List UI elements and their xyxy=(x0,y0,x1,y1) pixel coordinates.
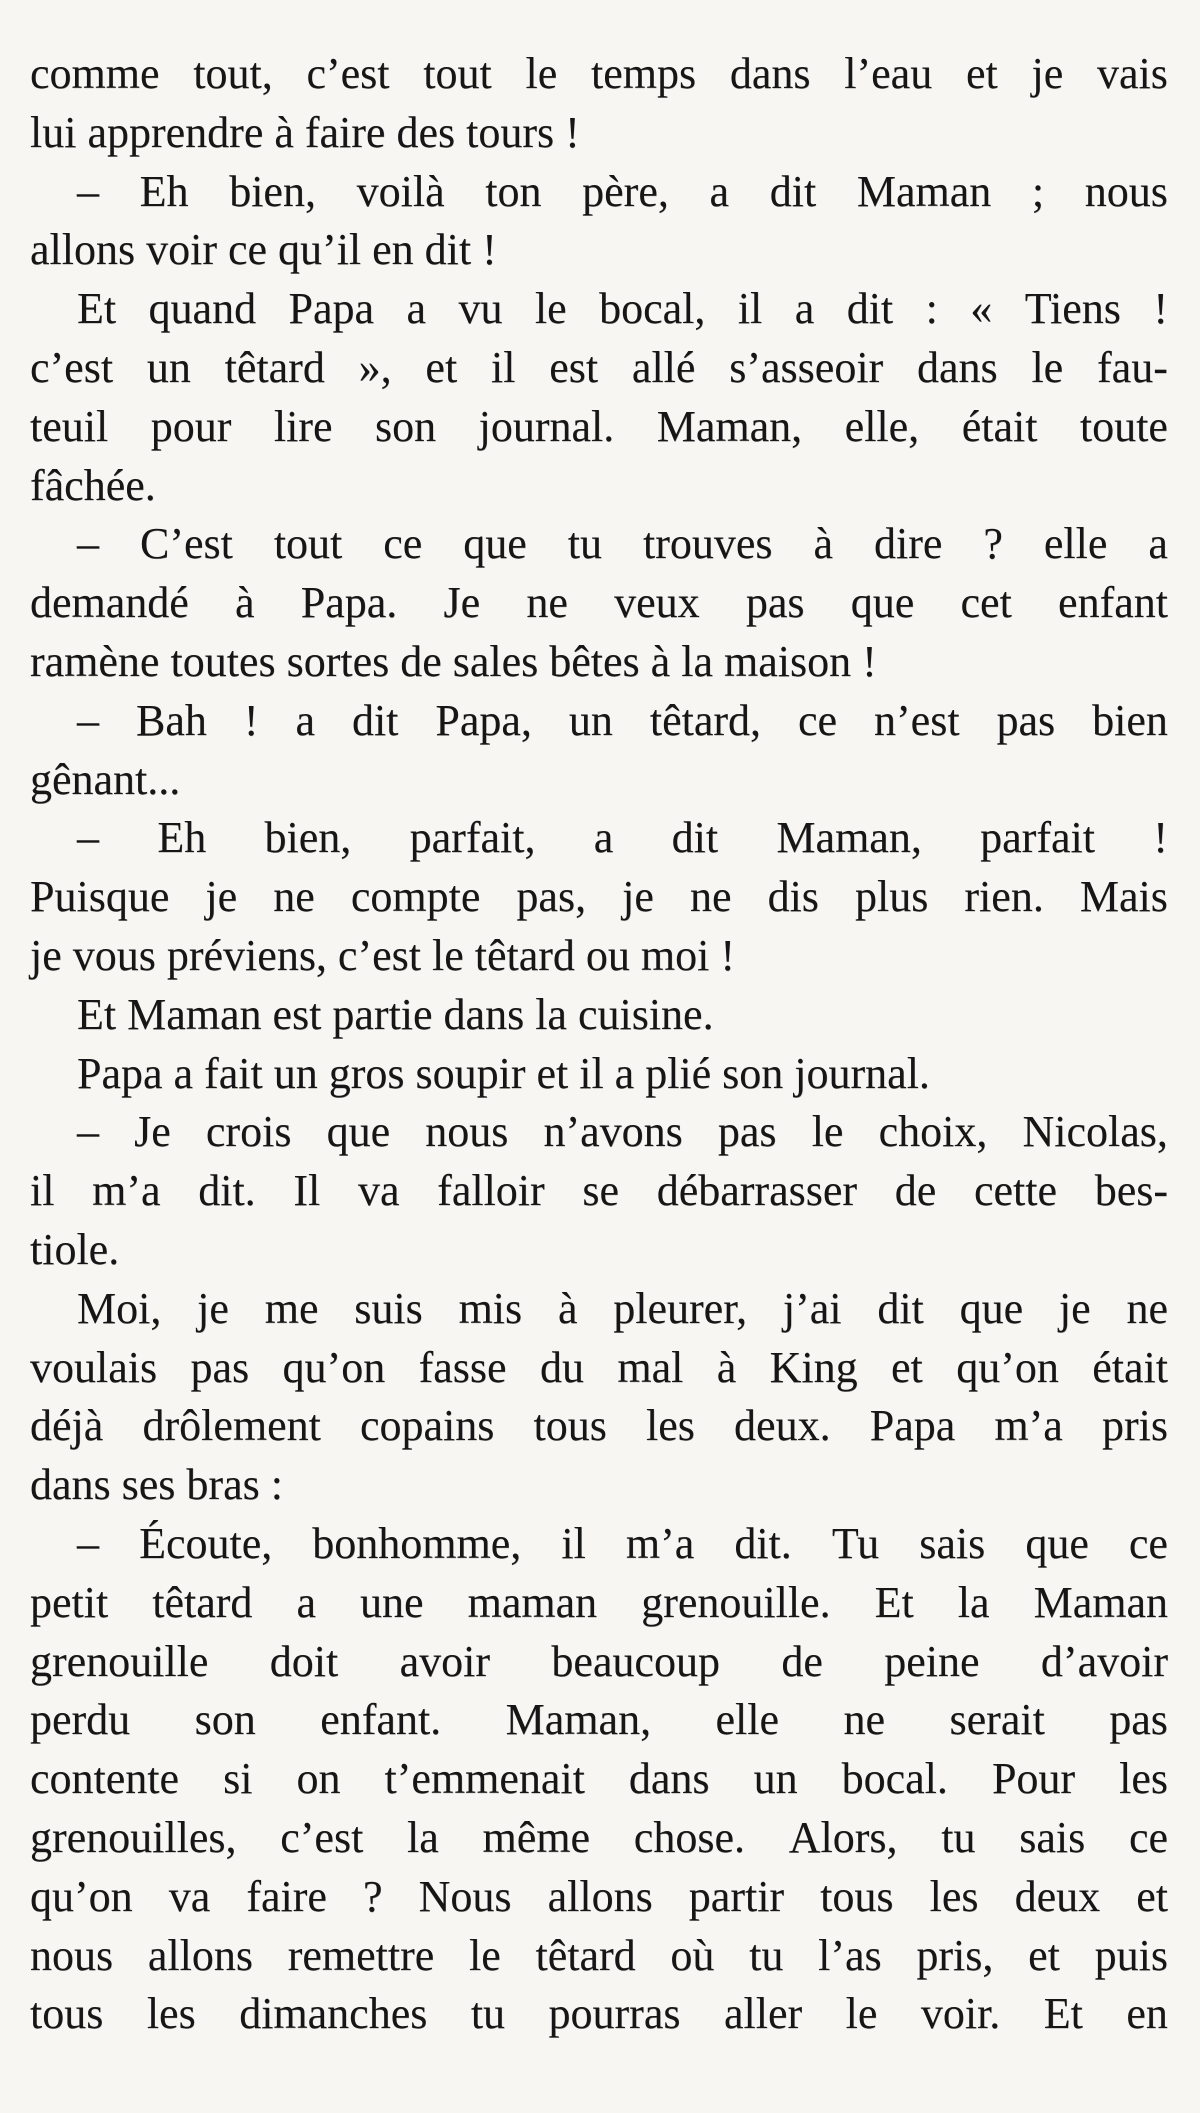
word: pas xyxy=(717,1107,777,1157)
word: enfant xyxy=(1058,578,1168,628)
word: suis xyxy=(354,1283,423,1333)
word: tout xyxy=(423,49,492,98)
word: tu xyxy=(941,1812,976,1862)
word: ne xyxy=(689,872,732,922)
word: deux. xyxy=(734,1401,831,1451)
word: Papa xyxy=(869,1401,956,1451)
text-line xyxy=(30,1339,1168,1398)
word: que xyxy=(1025,1518,1089,1568)
word: le xyxy=(1031,342,1064,392)
word: partir xyxy=(688,1871,785,1921)
word: je xyxy=(622,872,654,922)
word: temps xyxy=(591,49,697,98)
word: tout xyxy=(273,519,343,569)
word: l’as xyxy=(818,1930,882,1980)
word: vais xyxy=(1096,49,1168,98)
paragraph xyxy=(30,1515,1168,2044)
word: ! xyxy=(1153,813,1168,863)
word: les xyxy=(146,1989,196,2039)
word: fasse xyxy=(418,1342,507,1392)
word: le xyxy=(845,1989,878,2039)
word: pas xyxy=(1109,1695,1168,1745)
word: sais xyxy=(919,1518,986,1568)
word: il xyxy=(30,1166,55,1216)
word: grenouille. xyxy=(641,1577,831,1627)
word: doit xyxy=(269,1636,339,1686)
word: il xyxy=(737,284,763,334)
word: elle, xyxy=(844,401,920,451)
text-line xyxy=(30,1868,1168,1927)
word: Pour xyxy=(991,1754,1076,1804)
word: allé xyxy=(631,342,696,392)
word: vu xyxy=(458,284,503,334)
text-line: fâchée. xyxy=(30,460,156,510)
word: Bah xyxy=(135,695,207,745)
word: parfait xyxy=(980,813,1095,863)
word: puis xyxy=(1094,1930,1168,1980)
word: têtard xyxy=(152,1577,253,1627)
text-line: je vous préviens, c’est le têtard ou moi ! xyxy=(30,930,736,980)
word: toute xyxy=(1079,401,1168,451)
word: dans xyxy=(729,49,811,98)
word: débarrasser xyxy=(656,1166,858,1216)
word: deux xyxy=(1014,1871,1101,1921)
word: dit xyxy=(846,284,894,334)
word: fau- xyxy=(1097,342,1168,392)
word: m’a xyxy=(625,1518,695,1568)
word: qu’on xyxy=(282,1342,386,1392)
paragraph xyxy=(30,1103,1168,1279)
word: comme xyxy=(30,49,160,98)
word: têtard, xyxy=(649,695,762,745)
word: ce xyxy=(797,695,838,745)
word: un xyxy=(568,695,613,745)
word: et xyxy=(425,342,458,392)
word: ce xyxy=(1128,1518,1168,1568)
word: – xyxy=(77,1107,99,1157)
word: a xyxy=(296,1577,316,1627)
word: ce xyxy=(383,519,423,569)
word: a xyxy=(794,284,815,334)
word: grenouilles, xyxy=(30,1812,237,1862)
word: m’a xyxy=(92,1166,161,1216)
paragraph xyxy=(30,1280,1168,1515)
word: tu xyxy=(470,1989,506,2039)
word: Moi, xyxy=(77,1283,162,1333)
word: pas xyxy=(745,578,805,628)
text-line xyxy=(30,809,1168,868)
word: serait xyxy=(949,1695,1045,1745)
word: se xyxy=(582,1166,620,1216)
text-line: gênant... xyxy=(30,754,181,804)
word: qu’on xyxy=(956,1342,1059,1392)
word: les xyxy=(929,1871,979,1921)
word: – xyxy=(77,1518,99,1568)
text-line xyxy=(30,1162,1168,1221)
word: quand xyxy=(148,284,257,334)
word: je xyxy=(1031,49,1064,98)
word: remettre xyxy=(287,1930,435,1980)
word: Alors, xyxy=(788,1812,898,1862)
word: du xyxy=(539,1342,584,1392)
paragraph xyxy=(30,515,1168,691)
word: rien. xyxy=(964,872,1044,922)
text-line: dans ses bras : xyxy=(30,1460,283,1510)
word: journal. xyxy=(478,401,615,451)
word: va xyxy=(357,1166,400,1216)
paragraph xyxy=(30,692,1168,810)
text-line xyxy=(30,398,1168,457)
word: pour xyxy=(150,401,232,451)
word: Tu xyxy=(831,1518,880,1568)
word: Puisque xyxy=(30,872,170,922)
word: peine xyxy=(884,1636,980,1686)
word: et xyxy=(891,1342,923,1392)
word: à xyxy=(813,519,834,569)
word: veux xyxy=(614,578,700,628)
word: Et xyxy=(874,1577,914,1627)
word: le xyxy=(469,1930,501,1980)
word: tous xyxy=(533,1401,607,1451)
word: contente xyxy=(30,1754,180,1804)
word: si xyxy=(223,1754,253,1804)
word: avoir xyxy=(399,1636,490,1686)
word: à xyxy=(557,1283,578,1333)
word: la xyxy=(957,1577,990,1627)
word: dit xyxy=(351,695,399,745)
word: voulais xyxy=(30,1342,158,1392)
word: a xyxy=(406,284,427,334)
word: Mais xyxy=(1079,872,1168,922)
word: pas xyxy=(996,695,1056,745)
word: père, xyxy=(582,166,669,216)
text-line xyxy=(30,868,1168,927)
word: ne xyxy=(273,872,315,922)
word: Il xyxy=(293,1166,321,1216)
text-line xyxy=(30,45,1168,104)
word: maman xyxy=(467,1577,598,1627)
word: – xyxy=(77,166,99,216)
text-line: allons voir ce qu’il en dit ! xyxy=(30,225,497,275)
word: en xyxy=(1126,1989,1168,2039)
word: », xyxy=(358,342,392,392)
text-line xyxy=(30,1280,1168,1339)
word: son xyxy=(194,1695,256,1745)
word: pourras xyxy=(548,1989,681,2039)
paragraph xyxy=(30,163,1168,281)
word: chose. xyxy=(633,1812,745,1862)
word: nous xyxy=(425,1107,509,1157)
text-line xyxy=(30,1574,1168,1633)
word: elle xyxy=(1043,519,1108,569)
text-line xyxy=(30,574,1168,633)
word: Et xyxy=(1043,1989,1083,2039)
word: Nous xyxy=(418,1871,512,1921)
word: falloir xyxy=(437,1166,545,1216)
word: crois xyxy=(205,1107,292,1157)
word: allons xyxy=(147,1930,253,1980)
word: est xyxy=(549,342,599,392)
word: petit xyxy=(30,1577,109,1627)
word: allons xyxy=(547,1871,653,1921)
word: bien xyxy=(1092,695,1168,745)
word: à xyxy=(716,1342,737,1392)
word: dire xyxy=(873,519,943,569)
word: cette xyxy=(973,1166,1057,1216)
word: c’est xyxy=(306,49,390,98)
word: de xyxy=(894,1166,937,1216)
word: tu xyxy=(567,519,603,569)
word: je xyxy=(1058,1283,1091,1333)
word: dit. xyxy=(198,1166,256,1216)
word: que xyxy=(463,519,527,569)
word: têtard xyxy=(535,1930,636,1980)
word: compte xyxy=(350,872,481,922)
word: dimanches xyxy=(239,1989,428,2039)
word: Papa, xyxy=(435,695,532,745)
word: d’avoir xyxy=(1040,1636,1168,1686)
text-line: Papa a fait un gros soupir et il a plié son journal. xyxy=(77,1048,930,1098)
word: bes- xyxy=(1094,1166,1168,1216)
word: « xyxy=(970,284,993,334)
word: le xyxy=(534,284,567,334)
word: était xyxy=(1092,1342,1168,1392)
word: la xyxy=(407,1812,439,1862)
word: têtard xyxy=(224,342,325,392)
word: déjà xyxy=(30,1401,104,1451)
word: trouves xyxy=(642,519,773,569)
word: ton xyxy=(485,166,542,216)
word: pris xyxy=(1101,1401,1168,1451)
word: faire xyxy=(246,1871,327,1921)
text-line xyxy=(30,1691,1168,1750)
word: dit xyxy=(671,813,719,863)
word: tout, xyxy=(193,49,273,98)
word: ? xyxy=(983,519,1003,569)
word: et xyxy=(1028,1930,1060,1980)
text-line: lui apprendre à faire des tours ! xyxy=(30,107,580,157)
word: ce xyxy=(1128,1812,1168,1862)
word: de xyxy=(781,1636,823,1686)
paragraph xyxy=(30,809,1168,985)
word: on xyxy=(296,1754,341,1804)
word: s’asseoir xyxy=(729,342,884,392)
word: ; xyxy=(1031,166,1045,216)
text-line: tiole. xyxy=(30,1224,120,1274)
word: un xyxy=(753,1754,798,1804)
word: Papa xyxy=(288,284,375,334)
word: aller xyxy=(723,1989,803,2039)
word: Eh xyxy=(157,813,207,863)
word: il xyxy=(561,1518,586,1568)
text-line xyxy=(30,1750,1168,1809)
word: m’a xyxy=(994,1401,1063,1451)
word: les xyxy=(1119,1754,1168,1804)
text-line xyxy=(30,1397,1168,1456)
text-line xyxy=(30,515,1168,574)
word: que xyxy=(850,578,915,628)
word: il xyxy=(490,342,516,392)
word: plus xyxy=(854,872,929,922)
word: voilà xyxy=(356,166,445,216)
word: une xyxy=(360,1577,424,1627)
word: ne xyxy=(1126,1283,1168,1333)
word: a xyxy=(295,695,315,745)
word: ! xyxy=(243,695,259,745)
word: bien, xyxy=(229,166,316,216)
word: Maman, xyxy=(505,1695,652,1745)
word: drôlement xyxy=(142,1401,321,1451)
word: Maman, xyxy=(776,813,922,863)
word: grenouille xyxy=(30,1636,209,1686)
word: à xyxy=(235,578,255,628)
word: Papa. xyxy=(300,578,398,628)
word: je xyxy=(205,872,238,922)
word: et xyxy=(965,49,998,98)
word: pas xyxy=(190,1342,250,1392)
word: n’est xyxy=(874,695,960,745)
word: sais xyxy=(1019,1812,1086,1862)
text-line xyxy=(30,1633,1168,1692)
word: pleurer, xyxy=(613,1283,748,1333)
word: a xyxy=(1148,519,1168,569)
text-line xyxy=(30,163,1168,222)
word: dans xyxy=(628,1754,710,1804)
word: elle xyxy=(715,1695,780,1745)
word: Écoute, xyxy=(139,1518,273,1568)
text-line xyxy=(30,280,1168,339)
word: beaucoup xyxy=(551,1636,720,1686)
word: n’avons xyxy=(543,1107,683,1157)
word: a xyxy=(709,166,730,216)
word: nous xyxy=(30,1930,114,1980)
word: me xyxy=(264,1283,319,1333)
word: nous xyxy=(1084,166,1168,216)
word: choix, xyxy=(878,1107,988,1157)
word: Je xyxy=(134,1107,171,1157)
word: Tiens xyxy=(1024,284,1121,334)
text-line xyxy=(30,1985,1168,2044)
word: tu xyxy=(749,1930,784,1980)
text-line xyxy=(30,1927,1168,1986)
word: parfait, xyxy=(409,813,536,863)
word: Maman xyxy=(856,166,992,216)
word: va xyxy=(168,1871,211,1921)
word: lire xyxy=(273,401,333,451)
text-line: ramène toutes sortes de sales bêtes à la maison ! xyxy=(30,636,877,686)
word: les xyxy=(646,1401,695,1451)
text-line xyxy=(30,692,1168,751)
word: qu’on xyxy=(30,1871,133,1921)
text-line: Et Maman est partie dans la cuisine. xyxy=(77,989,714,1039)
word: dit xyxy=(877,1283,924,1333)
word: a xyxy=(593,813,614,863)
word: teuil xyxy=(30,401,109,451)
word: pas, xyxy=(516,872,587,922)
word: ne xyxy=(843,1695,886,1745)
word: un xyxy=(146,342,191,392)
paragraph xyxy=(30,280,1168,515)
word: ! xyxy=(1153,284,1168,334)
word: tous xyxy=(820,1871,894,1921)
paragraph xyxy=(30,986,1168,1045)
word: bocal, xyxy=(599,284,706,334)
word: l’eau xyxy=(844,49,933,98)
word: que xyxy=(959,1283,1024,1333)
word: le xyxy=(811,1107,844,1157)
paragraph xyxy=(30,45,1168,163)
word: – xyxy=(77,695,99,745)
word: – xyxy=(77,813,99,863)
word: dit. xyxy=(734,1518,792,1568)
word: C’est xyxy=(139,519,233,569)
text-line xyxy=(30,1809,1168,1868)
word: demandé xyxy=(30,578,189,628)
word: et xyxy=(1136,1871,1168,1921)
word: dit xyxy=(769,166,817,216)
word: que xyxy=(326,1107,391,1157)
word: son xyxy=(375,401,437,451)
paragraph xyxy=(30,1045,1168,1104)
word: Je xyxy=(443,578,481,628)
word: Maman xyxy=(1033,1577,1168,1627)
word: mis xyxy=(458,1283,523,1333)
word: perdu xyxy=(30,1695,131,1745)
text-line xyxy=(30,1515,1168,1574)
word: où xyxy=(670,1930,715,1980)
word: Eh xyxy=(139,166,189,216)
word: même xyxy=(482,1812,591,1862)
word: dans xyxy=(917,342,998,392)
word: bien, xyxy=(264,813,352,863)
word: Et xyxy=(77,284,117,334)
word: Nicolas, xyxy=(1022,1107,1168,1157)
word: Maman, xyxy=(656,401,803,451)
word: j’ai xyxy=(782,1283,842,1333)
word: le xyxy=(525,49,558,98)
word: : xyxy=(925,284,938,334)
word: King xyxy=(769,1342,858,1392)
word: copains xyxy=(359,1401,495,1451)
word: c’est xyxy=(30,342,114,392)
text-line xyxy=(30,339,1168,398)
word: voir. xyxy=(920,1989,1001,2039)
word: je xyxy=(197,1283,229,1333)
word: mal xyxy=(617,1342,684,1392)
word: – xyxy=(77,519,99,569)
word: dis xyxy=(767,872,819,922)
word: c’est xyxy=(280,1812,364,1862)
word: pris, xyxy=(916,1930,994,1980)
word: bocal. xyxy=(841,1754,948,1804)
word: bonhomme, xyxy=(312,1518,522,1568)
word: t’emmenait xyxy=(384,1754,585,1804)
text-line xyxy=(30,1103,1168,1162)
word: tous xyxy=(30,1989,104,2039)
word: était xyxy=(961,401,1038,451)
word: ne xyxy=(526,578,568,628)
word: enfant. xyxy=(320,1695,442,1745)
word: cet xyxy=(960,578,1012,628)
word: ? xyxy=(363,1871,383,1921)
